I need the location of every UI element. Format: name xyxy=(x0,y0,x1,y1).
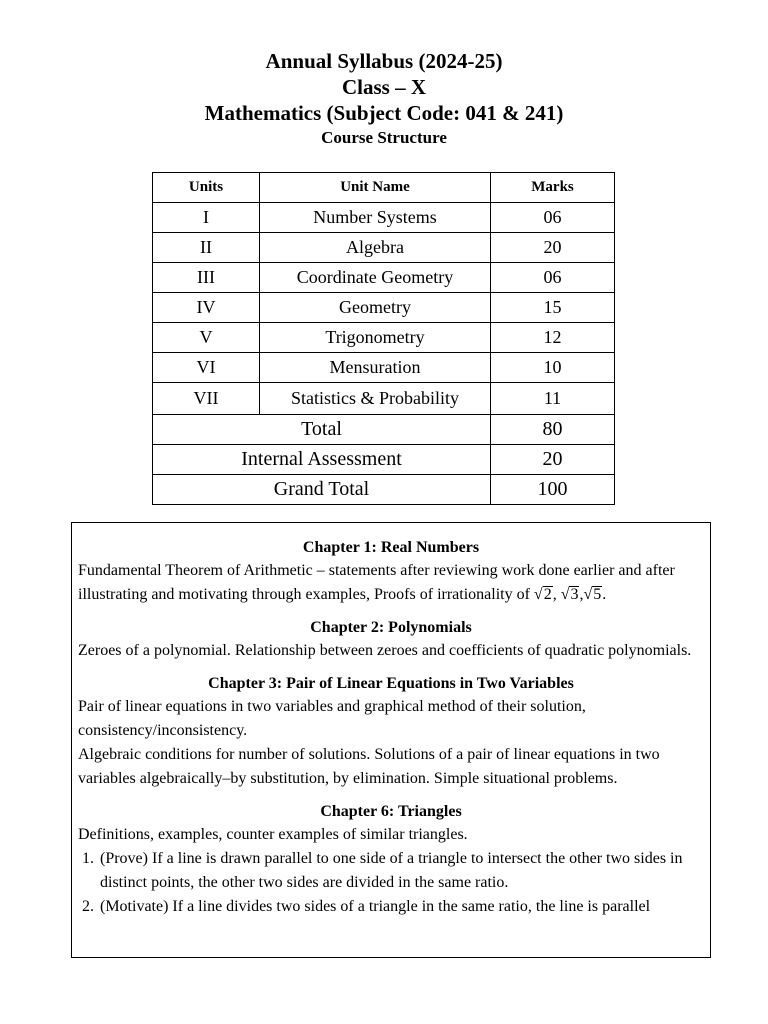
marks-cell: 06 xyxy=(491,263,615,293)
chapter-6-title: Chapter 6: Triangles xyxy=(320,803,462,820)
table-row xyxy=(153,233,615,263)
chapter-6-intro: Definitions, examples, counter examples of similar triangles. xyxy=(78,826,468,843)
unit-cell: V xyxy=(153,323,260,353)
chapter-1-text: Fundamental Theorem of Arithmetic – statements after reviewing work done earlier and after illustrating and motivating through examples, Proofs of irrationality of √2, √3,√5. xyxy=(78,562,675,603)
list-item-number: 1. xyxy=(82,850,94,867)
course-structure-table xyxy=(152,172,615,505)
chapter-2-title: Chapter 2: Polynomials xyxy=(310,619,472,636)
unit-cell: VI xyxy=(153,353,260,383)
course-structure-heading: Course Structure xyxy=(321,128,447,147)
table-row xyxy=(153,293,615,323)
unit-name-cell: Algebra xyxy=(260,233,491,263)
marks-cell: 06 xyxy=(491,203,615,233)
list-item-text: (Motivate) If a line divides two sides of a triangle in the same ratio, the line is parallel xyxy=(100,898,651,915)
sqrt-5: 5 xyxy=(593,586,602,603)
document-header xyxy=(0,48,768,150)
table-header-row xyxy=(153,173,615,203)
total-value: 80 xyxy=(491,415,615,445)
list-item xyxy=(78,847,704,895)
chapter-3 xyxy=(78,673,704,791)
chapter-6-list xyxy=(78,847,704,919)
chapter-6 xyxy=(78,801,704,919)
unit-name-cell: Mensuration xyxy=(260,353,491,383)
header-marks: Marks xyxy=(491,173,615,203)
chapter-1-description: Fundamental Theorem of Arithmetic – statements after reviewing work done earlier and after illustrating and motivating through examples, Proofs of irrationality of xyxy=(78,562,675,603)
chapter-3-title: Chapter 3: Pair of Linear Equations in Two Variables xyxy=(208,675,574,692)
unit-name-cell: Statistics & Probability xyxy=(260,383,491,415)
sqrt-2: 2 xyxy=(543,586,552,603)
syllabus-content-box xyxy=(71,522,711,958)
table-row xyxy=(153,263,615,293)
unit-cell: I xyxy=(153,203,260,233)
table-row xyxy=(153,353,615,383)
unit-name-cell: Geometry xyxy=(260,293,491,323)
table-row xyxy=(153,203,615,233)
unit-name-cell: Coordinate Geometry xyxy=(260,263,491,293)
unit-cell: III xyxy=(153,263,260,293)
marks-cell: 11 xyxy=(491,383,615,415)
chapter-3-text-2: Algebraic conditions for number of solutions. Solutions of a pair of linear equations in two variables algebraically–by substitution, by elimination. Simple situational problems. xyxy=(78,746,660,787)
sqrt-3: 3 xyxy=(570,586,579,603)
table-row xyxy=(153,383,615,415)
chapter-3-text-1: Pair of linear equations in two variables and graphical method of their solution, consistency/inconsistency. xyxy=(78,698,586,739)
marks-cell: 15 xyxy=(491,293,615,323)
total-label: Total xyxy=(153,415,491,445)
list-item-number: 2. xyxy=(82,898,94,915)
unit-cell: IV xyxy=(153,293,260,323)
total-row xyxy=(153,415,615,445)
unit-name-cell: Trigonometry xyxy=(260,323,491,353)
chapter-2 xyxy=(78,617,704,663)
list-item xyxy=(78,895,704,919)
unit-cell: II xyxy=(153,233,260,263)
separator: , xyxy=(579,586,584,603)
chapter-2-text: Zeroes of a polynomial. Relationship between zeroes and coefficients of quadratic polynomials. xyxy=(78,642,692,659)
list-item-text: (Prove) If a line is drawn parallel to one side of a triangle to intersect the other two sides in distinct points, the other two sides are divided in the same ratio. xyxy=(100,850,683,891)
unit-cell: VII xyxy=(153,383,260,415)
header-unit-name: Unit Name xyxy=(260,173,491,203)
chapter-1-title: Chapter 1: Real Numbers xyxy=(302,539,480,556)
grand-total-value: 100 xyxy=(491,475,615,505)
period: . xyxy=(602,586,607,603)
table-row xyxy=(153,323,615,353)
internal-assessment-value: 20 xyxy=(491,445,615,475)
syllabus-title: Annual Syllabus (2024-25) xyxy=(265,49,503,73)
internal-assessment-label: Internal Assessment xyxy=(153,445,491,475)
marks-cell: 20 xyxy=(491,233,615,263)
internal-assessment-row xyxy=(153,445,615,475)
marks-cell: 10 xyxy=(491,353,615,383)
marks-cell: 12 xyxy=(491,323,615,353)
separator: , xyxy=(552,586,561,603)
grand-total-row xyxy=(153,475,615,505)
class-title: Class – X xyxy=(341,75,426,99)
unit-name-cell: Number Systems xyxy=(260,203,491,233)
grand-total-label: Grand Total xyxy=(153,475,491,505)
header-units: Units xyxy=(153,173,260,203)
chapter-1 xyxy=(78,537,704,607)
subject-title: Mathematics (Subject Code: 041 & 241) xyxy=(204,101,564,125)
